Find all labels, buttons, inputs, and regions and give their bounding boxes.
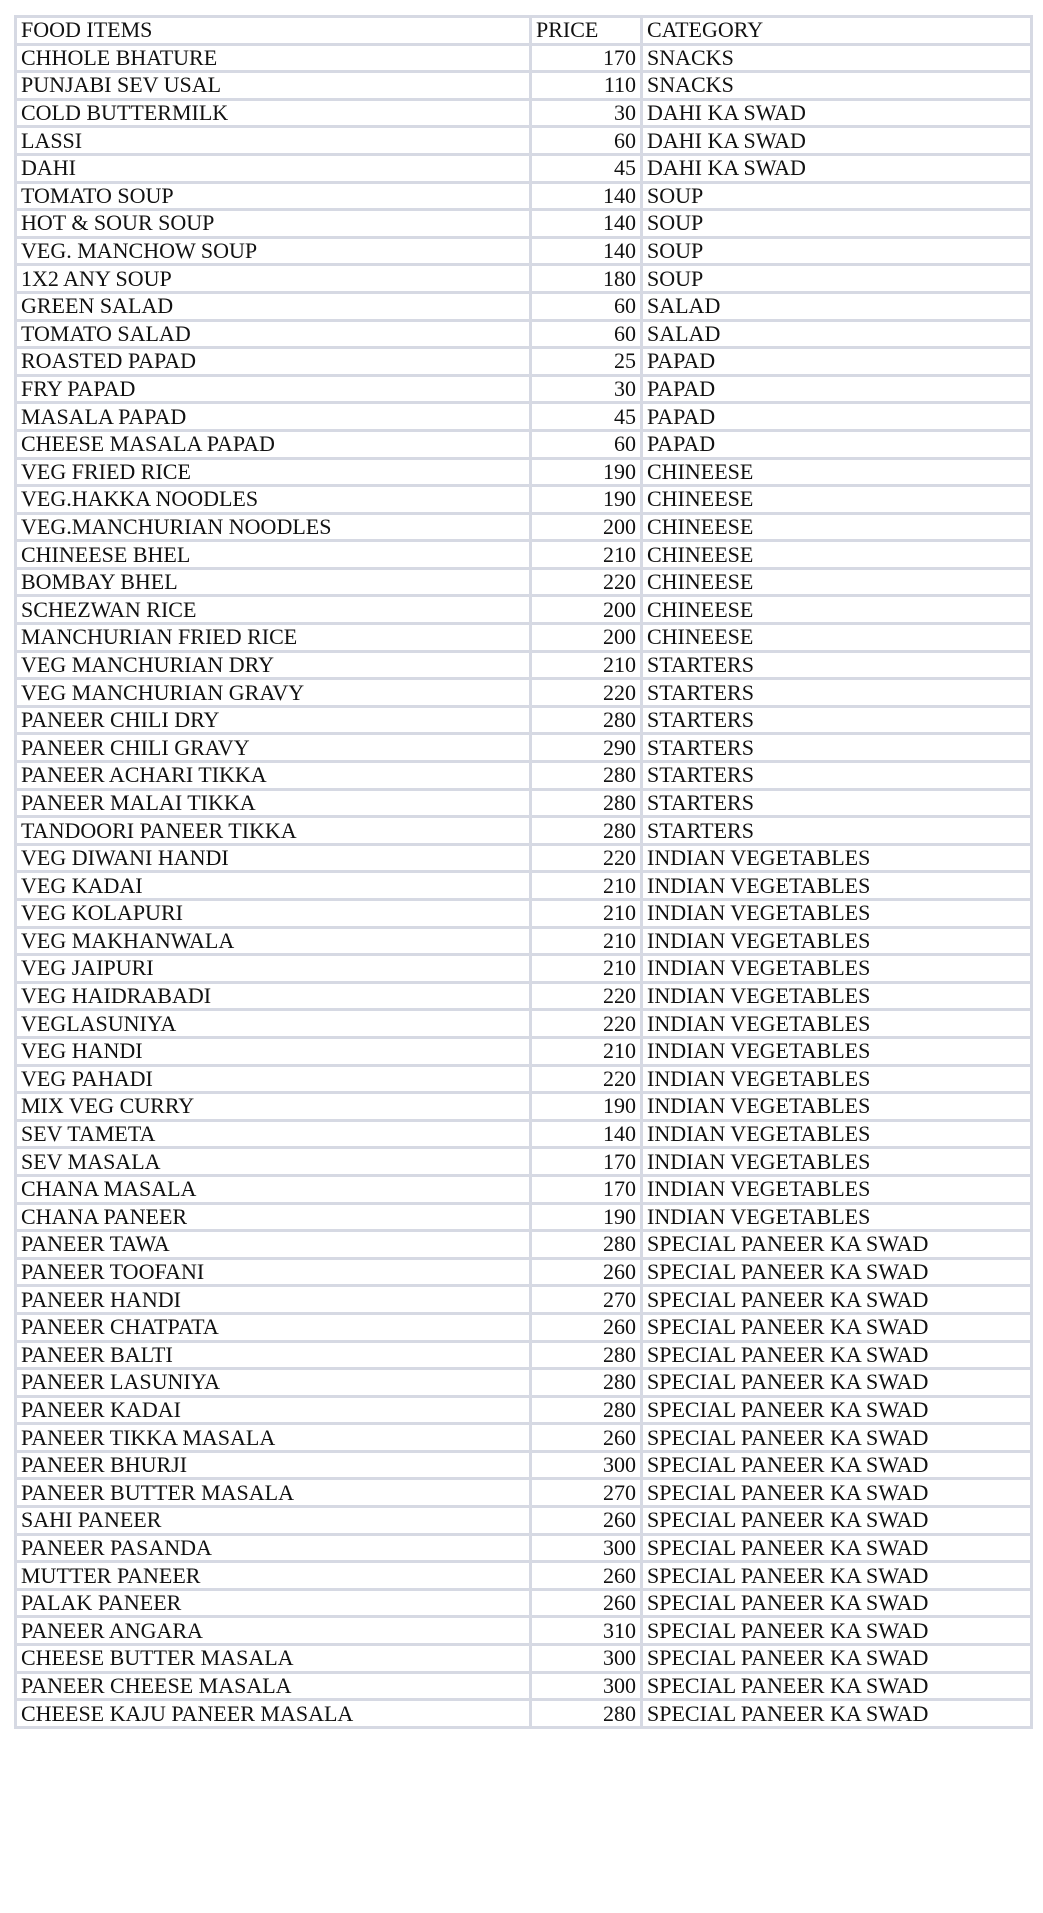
category-cell[interactable]: SPECIAL PANEER KA SWAD	[642, 1313, 1032, 1341]
price-cell[interactable]: 210	[531, 651, 642, 679]
price-cell[interactable]: 30	[531, 375, 642, 403]
table-row	[16, 900, 1032, 928]
table-row	[16, 403, 1032, 431]
category-cell[interactable]: SPECIAL PANEER KA SWAD	[642, 1286, 1032, 1314]
food-item-cell[interactable]: PANEER HANDI	[16, 1286, 531, 1314]
price-cell[interactable]: 60	[531, 320, 642, 348]
category-cell[interactable]: SOUP	[642, 237, 1032, 265]
food-item-cell[interactable]: PANEER TOOFANI	[16, 1258, 531, 1286]
food-item-cell[interactable]: PANEER BALTI	[16, 1341, 531, 1369]
price-cell[interactable]: 280	[531, 762, 642, 790]
category-cell[interactable]: INDIAN VEGETABLES	[642, 1203, 1032, 1231]
category-cell[interactable]: INDIAN VEGETABLES	[642, 982, 1032, 1010]
table-row	[16, 734, 1032, 762]
food-item-cell[interactable]: MIX VEG CURRY	[16, 1093, 531, 1121]
category-cell[interactable]: PAPAD	[642, 375, 1032, 403]
price-cell[interactable]: 260	[531, 1507, 642, 1535]
food-item-cell[interactable]: PALAK PANEER	[16, 1589, 531, 1617]
category-cell[interactable]: SNACKS	[642, 44, 1032, 72]
category-cell[interactable]: INDIAN VEGETABLES	[642, 872, 1032, 900]
category-cell[interactable]: CHINEESE	[642, 541, 1032, 569]
price-cell[interactable]: 280	[531, 1341, 642, 1369]
price-cell[interactable]: 300	[531, 1672, 642, 1700]
table-row	[16, 651, 1032, 679]
food-item-cell[interactable]: LASSI	[16, 127, 531, 155]
price-cell[interactable]: 170	[531, 44, 642, 72]
food-item-cell[interactable]: CHANA MASALA	[16, 1175, 531, 1203]
food-item-cell[interactable]: VEGLASUNIYA	[16, 1010, 531, 1038]
price-cell[interactable]: 180	[531, 265, 642, 293]
category-cell[interactable]: SOUP	[642, 182, 1032, 210]
header-price[interactable]: PRICE	[531, 17, 642, 45]
food-item-cell[interactable]: CHEESE MASALA PAPAD	[16, 430, 531, 458]
food-item-cell[interactable]: SEV TAMETA	[16, 1120, 531, 1148]
price-cell[interactable]: 210	[531, 900, 642, 928]
category-cell[interactable]: INDIAN VEGETABLES	[642, 844, 1032, 872]
price-cell[interactable]: 210	[531, 872, 642, 900]
price-cell[interactable]: 190	[531, 1093, 642, 1121]
table-row	[16, 72, 1032, 100]
table-row	[16, 1175, 1032, 1203]
table-row	[16, 1369, 1032, 1397]
price-cell[interactable]: 200	[531, 513, 642, 541]
table-row	[16, 1203, 1032, 1231]
category-cell[interactable]: PAPAD	[642, 403, 1032, 431]
table-row	[16, 182, 1032, 210]
price-cell[interactable]: 220	[531, 568, 642, 596]
category-cell[interactable]: CHINEESE	[642, 596, 1032, 624]
category-cell[interactable]: STARTERS	[642, 817, 1032, 845]
category-cell[interactable]: SPECIAL PANEER KA SWAD	[642, 1507, 1032, 1535]
price-cell[interactable]: 220	[531, 1010, 642, 1038]
price-cell[interactable]: 190	[531, 458, 642, 486]
table-row	[16, 927, 1032, 955]
price-cell[interactable]: 110	[531, 72, 642, 100]
table-row	[16, 486, 1032, 514]
food-item-cell[interactable]: BOMBAY BHEL	[16, 568, 531, 596]
price-cell[interactable]: 140	[531, 1120, 642, 1148]
table-row	[16, 1645, 1032, 1673]
price-cell[interactable]: 45	[531, 154, 642, 182]
category-cell[interactable]: SOUP	[642, 265, 1032, 293]
category-cell[interactable]: INDIAN VEGETABLES	[642, 1120, 1032, 1148]
price-cell[interactable]: 280	[531, 1369, 642, 1397]
table-row	[16, 1479, 1032, 1507]
food-item-cell[interactable]: CHANA PANEER	[16, 1203, 531, 1231]
category-cell[interactable]: INDIAN VEGETABLES	[642, 1037, 1032, 1065]
price-cell[interactable]: 280	[531, 817, 642, 845]
table-row	[16, 568, 1032, 596]
food-item-cell[interactable]: VEG KADAI	[16, 872, 531, 900]
category-cell[interactable]: SPECIAL PANEER KA SWAD	[642, 1562, 1032, 1590]
table-row	[16, 789, 1032, 817]
table-row	[16, 513, 1032, 541]
price-cell[interactable]: 25	[531, 348, 642, 376]
category-cell[interactable]: INDIAN VEGETABLES	[642, 900, 1032, 928]
header-food-items[interactable]: FOOD ITEMS	[16, 17, 531, 45]
food-item-cell[interactable]: VEG.HAKKA NOODLES	[16, 486, 531, 514]
table-row	[16, 127, 1032, 155]
food-item-cell[interactable]: PANEER LASUNIYA	[16, 1369, 531, 1397]
food-item-cell[interactable]: TOMATO SOUP	[16, 182, 531, 210]
food-item-cell[interactable]: CHINEESE BHEL	[16, 541, 531, 569]
food-item-cell[interactable]: HOT & SOUR SOUP	[16, 210, 531, 238]
price-cell[interactable]: 210	[531, 927, 642, 955]
food-item-cell[interactable]: PANEER BHURJI	[16, 1451, 531, 1479]
table-row	[16, 955, 1032, 983]
food-item-cell[interactable]: PANEER CHATPATA	[16, 1313, 531, 1341]
table-row	[16, 1065, 1032, 1093]
table-body	[16, 44, 1032, 1727]
table-row	[16, 706, 1032, 734]
category-cell[interactable]: SPECIAL PANEER KA SWAD	[642, 1231, 1032, 1259]
category-cell[interactable]: SPECIAL PANEER KA SWAD	[642, 1617, 1032, 1645]
table-row	[16, 844, 1032, 872]
food-item-cell[interactable]: GREEN SALAD	[16, 292, 531, 320]
price-cell[interactable]: 200	[531, 596, 642, 624]
category-cell[interactable]: STARTERS	[642, 762, 1032, 790]
header-category[interactable]: CATEGORY	[642, 17, 1032, 45]
category-cell[interactable]: DAHI KA SWAD	[642, 127, 1032, 155]
food-item-cell[interactable]: VEG PAHADI	[16, 1065, 531, 1093]
price-cell[interactable]: 220	[531, 1065, 642, 1093]
category-cell[interactable]: INDIAN VEGETABLES	[642, 927, 1032, 955]
table-row	[16, 237, 1032, 265]
table-row	[16, 348, 1032, 376]
price-cell[interactable]: 270	[531, 1286, 642, 1314]
header-row	[16, 17, 1032, 45]
food-item-cell[interactable]: 1X2 ANY SOUP	[16, 265, 531, 293]
table-row	[16, 1093, 1032, 1121]
table-header	[16, 17, 1032, 45]
food-item-cell[interactable]: ROASTED PAPAD	[16, 348, 531, 376]
food-item-cell[interactable]: VEG. MANCHOW SOUP	[16, 237, 531, 265]
category-cell[interactable]: DAHI KA SWAD	[642, 154, 1032, 182]
category-cell[interactable]: SPECIAL PANEER KA SWAD	[642, 1424, 1032, 1452]
price-cell[interactable]: 260	[531, 1589, 642, 1617]
price-cell[interactable]: 280	[531, 1396, 642, 1424]
menu-table	[14, 15, 1033, 1729]
food-item-cell[interactable]: PANEER TAWA	[16, 1231, 531, 1259]
food-item-cell[interactable]: PANEER KADAI	[16, 1396, 531, 1424]
category-cell[interactable]: SNACKS	[642, 72, 1032, 100]
category-cell[interactable]: SOUP	[642, 210, 1032, 238]
category-cell[interactable]: PAPAD	[642, 430, 1032, 458]
food-item-cell[interactable]: VEG MAKHANWALA	[16, 927, 531, 955]
table-row	[16, 1451, 1032, 1479]
price-cell[interactable]: 260	[531, 1258, 642, 1286]
table-row	[16, 1562, 1032, 1590]
table-row	[16, 1286, 1032, 1314]
price-cell[interactable]: 190	[531, 486, 642, 514]
table-row	[16, 99, 1032, 127]
price-cell[interactable]: 280	[531, 1231, 642, 1259]
price-cell[interactable]: 140	[531, 210, 642, 238]
food-item-cell[interactable]: VEG JAIPURI	[16, 955, 531, 983]
food-item-cell[interactable]: PANEER CHILI GRAVY	[16, 734, 531, 762]
table-row	[16, 1010, 1032, 1038]
price-cell[interactable]: 140	[531, 182, 642, 210]
food-item-cell[interactable]: PANEER TIKKA MASALA	[16, 1424, 531, 1452]
food-item-cell[interactable]: PANEER BUTTER MASALA	[16, 1479, 531, 1507]
category-cell[interactable]: SPECIAL PANEER KA SWAD	[642, 1396, 1032, 1424]
category-cell[interactable]: INDIAN VEGETABLES	[642, 955, 1032, 983]
table-row	[16, 1700, 1032, 1728]
category-cell[interactable]: INDIAN VEGETABLES	[642, 1148, 1032, 1176]
table-row	[16, 154, 1032, 182]
price-cell[interactable]: 60	[531, 127, 642, 155]
price-cell[interactable]: 190	[531, 1203, 642, 1231]
category-cell[interactable]: INDIAN VEGETABLES	[642, 1093, 1032, 1121]
price-cell[interactable]: 280	[531, 706, 642, 734]
food-item-cell[interactable]: CHEESE BUTTER MASALA	[16, 1645, 531, 1673]
table-row	[16, 1037, 1032, 1065]
category-cell[interactable]: SPECIAL PANEER KA SWAD	[642, 1645, 1032, 1673]
food-item-cell[interactable]: CHEESE KAJU PANEER MASALA	[16, 1700, 531, 1728]
food-item-cell[interactable]: PANEER CHEESE MASALA	[16, 1672, 531, 1700]
price-cell[interactable]: 170	[531, 1148, 642, 1176]
food-item-cell[interactable]: SEV MASALA	[16, 1148, 531, 1176]
table-row	[16, 1341, 1032, 1369]
category-cell[interactable]: SALAD	[642, 320, 1032, 348]
price-cell[interactable]: 280	[531, 789, 642, 817]
food-item-cell[interactable]: VEG FRIED RICE	[16, 458, 531, 486]
price-cell[interactable]: 45	[531, 403, 642, 431]
table-row	[16, 1396, 1032, 1424]
price-cell[interactable]: 310	[531, 1617, 642, 1645]
table-row	[16, 872, 1032, 900]
price-cell[interactable]: 220	[531, 844, 642, 872]
category-cell[interactable]: INDIAN VEGETABLES	[642, 1175, 1032, 1203]
food-item-cell[interactable]: SCHEZWAN RICE	[16, 596, 531, 624]
table-row	[16, 817, 1032, 845]
table-row	[16, 1672, 1032, 1700]
category-cell[interactable]: STARTERS	[642, 789, 1032, 817]
price-cell[interactable]: 290	[531, 734, 642, 762]
food-item-cell[interactable]: PANEER CHILI DRY	[16, 706, 531, 734]
food-item-cell[interactable]: TANDOORI PANEER TIKKA	[16, 817, 531, 845]
price-cell[interactable]: 140	[531, 237, 642, 265]
price-cell[interactable]: 300	[531, 1534, 642, 1562]
price-cell[interactable]: 210	[531, 541, 642, 569]
price-cell[interactable]: 200	[531, 624, 642, 652]
price-cell[interactable]: 210	[531, 955, 642, 983]
category-cell[interactable]: SPECIAL PANEER KA SWAD	[642, 1341, 1032, 1369]
table-row	[16, 1313, 1032, 1341]
price-cell[interactable]: 220	[531, 982, 642, 1010]
price-cell[interactable]: 300	[531, 1645, 642, 1673]
table-row	[16, 320, 1032, 348]
table-row	[16, 210, 1032, 238]
table-row	[16, 679, 1032, 707]
food-item-cell[interactable]: PUNJABI SEV USAL	[16, 72, 531, 100]
food-item-cell[interactable]: PANEER ACHARI TIKKA	[16, 762, 531, 790]
price-cell[interactable]: 60	[531, 292, 642, 320]
table-row	[16, 1258, 1032, 1286]
category-cell[interactable]: INDIAN VEGETABLES	[642, 1010, 1032, 1038]
food-item-cell[interactable]: VEG KOLAPURI	[16, 900, 531, 928]
category-cell[interactable]: SPECIAL PANEER KA SWAD	[642, 1369, 1032, 1397]
food-item-cell[interactable]: VEG MANCHURIAN DRY	[16, 651, 531, 679]
table-row	[16, 44, 1032, 72]
price-cell[interactable]: 170	[531, 1175, 642, 1203]
category-cell[interactable]: INDIAN VEGETABLES	[642, 1065, 1032, 1093]
category-cell[interactable]: SPECIAL PANEER KA SWAD	[642, 1534, 1032, 1562]
table-row	[16, 762, 1032, 790]
food-item-cell[interactable]: DAHI	[16, 154, 531, 182]
table-row	[16, 265, 1032, 293]
category-cell[interactable]: CHINEESE	[642, 486, 1032, 514]
table-row	[16, 1231, 1032, 1259]
table-row	[16, 1148, 1032, 1176]
price-cell[interactable]: 270	[531, 1479, 642, 1507]
price-cell[interactable]: 260	[531, 1562, 642, 1590]
food-item-cell[interactable]: FRY PAPAD	[16, 375, 531, 403]
food-item-cell[interactable]: MUTTER PANEER	[16, 1562, 531, 1590]
price-cell[interactable]: 260	[531, 1424, 642, 1452]
category-cell[interactable]: SPECIAL PANEER KA SWAD	[642, 1451, 1032, 1479]
category-cell[interactable]: DAHI KA SWAD	[642, 99, 1032, 127]
table-row	[16, 1424, 1032, 1452]
price-cell[interactable]: 60	[531, 430, 642, 458]
table-row	[16, 1617, 1032, 1645]
price-cell[interactable]: 300	[531, 1451, 642, 1479]
table-row	[16, 1507, 1032, 1535]
table-row	[16, 624, 1032, 652]
category-cell[interactable]: SPECIAL PANEER KA SWAD	[642, 1589, 1032, 1617]
category-cell[interactable]: CHINEESE	[642, 568, 1032, 596]
table-row	[16, 982, 1032, 1010]
food-item-cell[interactable]: TOMATO SALAD	[16, 320, 531, 348]
category-cell[interactable]: SPECIAL PANEER KA SWAD	[642, 1700, 1032, 1728]
category-cell[interactable]: CHINEESE	[642, 513, 1032, 541]
table-row	[16, 596, 1032, 624]
food-item-cell[interactable]: COLD BUTTERMILK	[16, 99, 531, 127]
price-cell[interactable]: 260	[531, 1313, 642, 1341]
food-item-cell[interactable]: SAHI PANEER	[16, 1507, 531, 1535]
table-row	[16, 1120, 1032, 1148]
table-row	[16, 430, 1032, 458]
food-item-cell[interactable]: PANEER MALAI TIKKA	[16, 789, 531, 817]
category-cell[interactable]: SPECIAL PANEER KA SWAD	[642, 1258, 1032, 1286]
table-row	[16, 541, 1032, 569]
category-cell[interactable]: STARTERS	[642, 706, 1032, 734]
category-cell[interactable]: PAPAD	[642, 348, 1032, 376]
price-cell[interactable]: 210	[531, 1037, 642, 1065]
table-row	[16, 292, 1032, 320]
table-row	[16, 1589, 1032, 1617]
category-cell[interactable]: SPECIAL PANEER KA SWAD	[642, 1672, 1032, 1700]
food-item-cell[interactable]: PANEER PASANDA	[16, 1534, 531, 1562]
food-item-cell[interactable]: VEG.MANCHURIAN NOODLES	[16, 513, 531, 541]
category-cell[interactable]: CHINEESE	[642, 624, 1032, 652]
category-cell[interactable]: STARTERS	[642, 679, 1032, 707]
food-item-cell[interactable]: VEG MANCHURIAN GRAVY	[16, 679, 531, 707]
food-item-cell[interactable]: VEG DIWANI HANDI	[16, 844, 531, 872]
table-row	[16, 375, 1032, 403]
food-item-cell[interactable]: VEG HANDI	[16, 1037, 531, 1065]
price-cell[interactable]: 30	[531, 99, 642, 127]
table-row	[16, 1534, 1032, 1562]
food-item-cell[interactable]: CHHOLE BHATURE	[16, 44, 531, 72]
price-cell[interactable]: 280	[531, 1700, 642, 1728]
table-row	[16, 458, 1032, 486]
food-item-cell[interactable]: MASALA PAPAD	[16, 403, 531, 431]
category-cell[interactable]: SALAD	[642, 292, 1032, 320]
food-item-cell[interactable]: MANCHURIAN FRIED RICE	[16, 624, 531, 652]
category-cell[interactable]: STARTERS	[642, 651, 1032, 679]
food-item-cell[interactable]: PANEER ANGARA	[16, 1617, 531, 1645]
category-cell[interactable]: SPECIAL PANEER KA SWAD	[642, 1479, 1032, 1507]
category-cell[interactable]: CHINEESE	[642, 458, 1032, 486]
food-item-cell[interactable]: VEG HAIDRABADI	[16, 982, 531, 1010]
category-cell[interactable]: STARTERS	[642, 734, 1032, 762]
price-cell[interactable]: 220	[531, 679, 642, 707]
